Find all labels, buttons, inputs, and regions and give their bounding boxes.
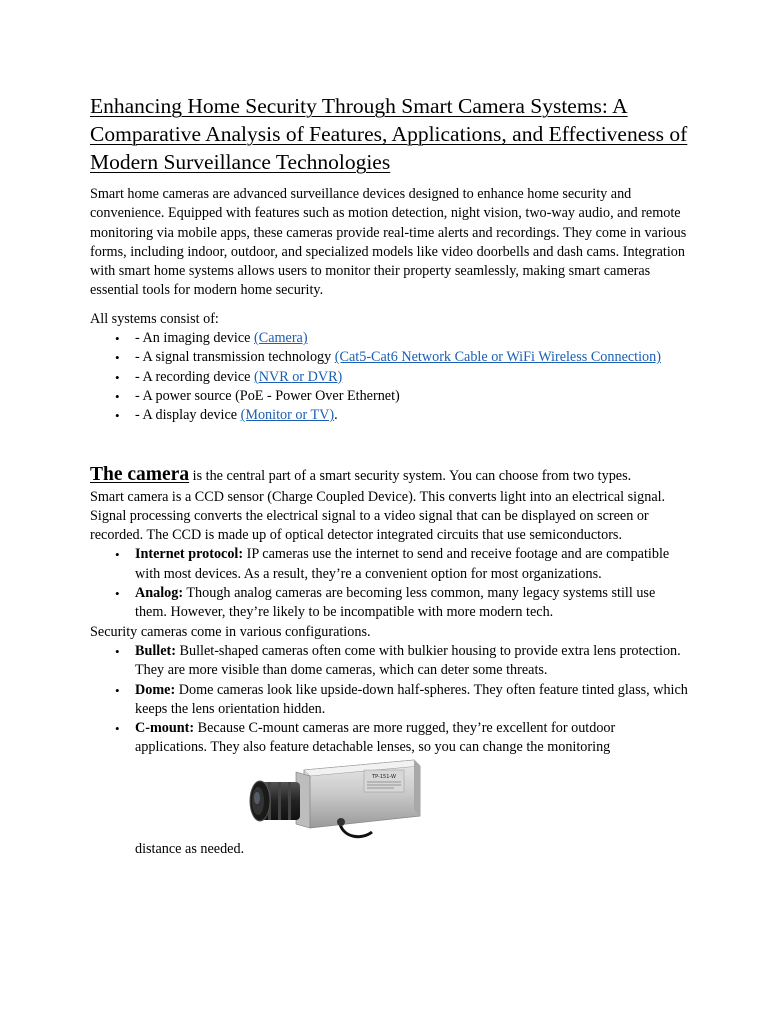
document-title: Enhancing Home Security Through Smart Camera Systems: A Comparative Analysis of Features, Applications, and Effectiveness of Modern Surveillance Technologies xyxy=(90,94,688,174)
list-item: • - A signal transmission technology (Cat5-Cat6 Network Cable or WiFi Wireless Connection) xyxy=(135,348,690,367)
intro-paragraph: Smart home cameras are advanced surveillance devices designed to enhance home security and convenience. Equipped with features such as motion detection, night vision, two-way audio, and remote monitoring via mobile apps, these cameras provide real-time alerts and recordings. They come in various forms, including indoor, outdoor, and specialized models like video doorbells and dash cams. Integration with smart home systems allows users to monitor their property seamlessly, making smart cameras essential tools for modern home security. xyxy=(90,186,687,299)
link-signal-transmission[interactable]: (Cat5-Cat6 Network Cable or WiFi Wireless Connection) xyxy=(334,349,661,366)
camera-intro-line: The camera is the central part of a smart security system. You can choose from two types. xyxy=(90,463,632,485)
list-item: • Internet protocol: IP cameras use the internet to send and receive footage and are compatible with most devices. As a result, they’re a convenient option for most organizations. xyxy=(135,545,690,584)
list-item: • - A power source (PoE - Power Over Ethernet) xyxy=(135,387,690,406)
list-item: • C-mount: Because C-mount cameras are more rugged, they’re excellent for outdoor applications. They also feature detachable lenses, so you can change the monitoring distance as needed. TP-151-W xyxy=(135,719,690,859)
configs-lead: Security cameras come in various configurations. xyxy=(90,623,371,640)
camera-types-list xyxy=(90,545,690,622)
list-item: • Analog: Though analog cameras are becoming less common, many legacy systems still use them. However, they’re likely to be incompatible with more modern tech. xyxy=(135,584,690,623)
list-item: • - A recording device (NVR or DVR) xyxy=(135,368,690,387)
camera-body-paragraph: Smart camera is a CCD sensor (Charge Coupled Device). This converts light into an electrical signal. Signal processing converts the electrical signal to a video signal that can be displayed on screen or recorded. The CCD is made up of optical detector integrated circuits that use semiconductors. xyxy=(90,488,666,544)
list-item: • Bullet: Bullet-shaped cameras often come with bulkier housing to provide extra lens protection. They are more visible than dome cameras, which can deter some threats. xyxy=(135,642,690,681)
camera-configs-list xyxy=(90,642,690,859)
svg-text:TP-151-W: TP-151-W xyxy=(372,773,397,780)
link-display-device[interactable]: (Monitor or TV) xyxy=(240,407,335,424)
systems-lead: All systems consist of: xyxy=(90,310,219,327)
link-recording-device[interactable]: (NVR or DVR) xyxy=(253,368,343,385)
list-item: • Dome: Dome cameras look like upside-down half-spheres. They often feature tinted glass, which keeps the lens orientation hidden. xyxy=(135,681,690,720)
list-item: • - A display device (Monitor or TV). xyxy=(135,406,690,425)
link-camera[interactable]: (Camera) xyxy=(254,330,308,347)
camera-section-heading: The camera xyxy=(90,463,190,485)
cctv-camera-image xyxy=(244,758,424,853)
list-item: • - An imaging device (Camera) xyxy=(135,329,690,348)
document-page xyxy=(90,92,690,859)
systems-list xyxy=(90,329,690,425)
